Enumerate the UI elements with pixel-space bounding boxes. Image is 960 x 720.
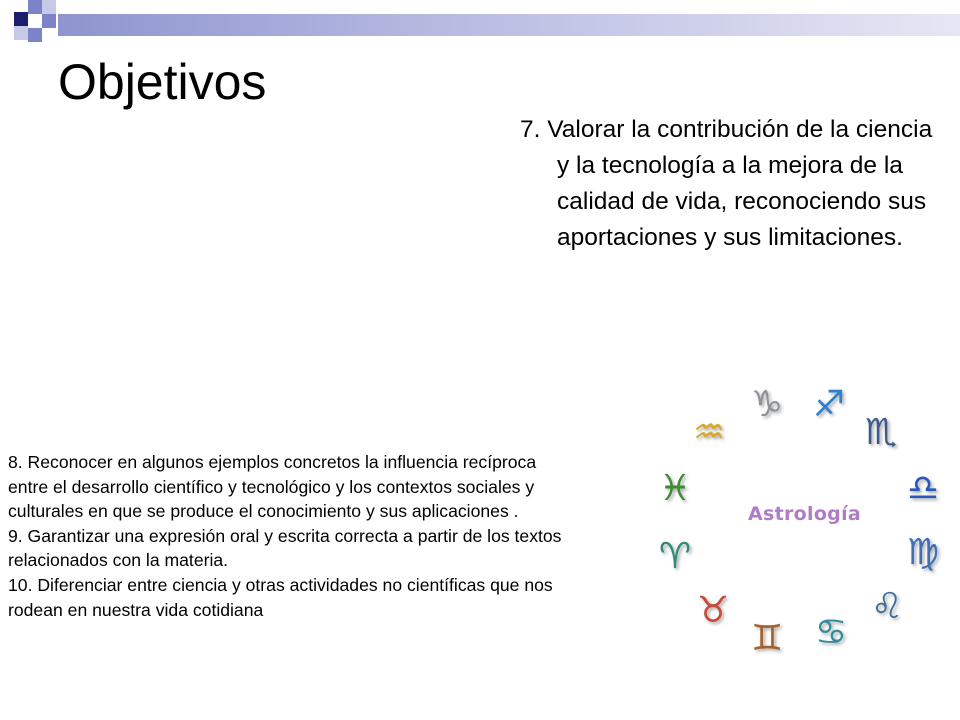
objective-8: 8. Reconocer en algunos ejemplos concretos la influencia recíproca entre el desarrollo científico y tecnológico y los contextos sociales y culturales en que se produce el conocimiento y sus aplicaciones . (8, 452, 537, 522)
gemini-icon: ♊ (750, 618, 784, 659)
header-gradient-bar (58, 14, 960, 36)
decor-square-navy (14, 12, 28, 26)
objective-9: 9. Garantizar una expresión oral y escrita correcta a partir de los textos relacionados con la materia. (8, 525, 562, 571)
decor-square-blue (28, 0, 42, 14)
scorpio-icon: ♏ (864, 412, 898, 453)
objectives-list (8, 450, 578, 622)
leo-icon: ♌ (870, 586, 904, 627)
astrology-label: Astrología (748, 503, 862, 525)
capricorn-icon: ♑ (750, 384, 784, 425)
astrology-image (608, 370, 960, 700)
objective-10: 10. Diferenciar entre ciencia y otras actividades no científicas que nos rodean en nuestra vida cotidiana (8, 574, 553, 620)
virgo-icon: ♍ (906, 532, 940, 573)
aquarius-icon: ♒ (692, 412, 726, 453)
taurus-icon: ♉ (696, 590, 730, 631)
slide-title: Objetivos (58, 54, 267, 110)
objective-7: 7. Valorar la contribución de la ciencia y la tecnología a la mejora de la calidad de vida, reconociendo sus aportaciones y sus limitaciones. (520, 116, 933, 251)
cancer-icon: ♋ (814, 612, 848, 653)
libra-icon: ♎ (906, 468, 940, 509)
decor-square-light (42, 0, 56, 14)
pisces-icon: ♓ (658, 468, 692, 509)
decor-square-blue (28, 28, 42, 42)
sagittarius-icon: ♐ (812, 384, 846, 425)
decor-square-blue (42, 14, 56, 28)
decor-square-light (14, 26, 28, 40)
aries-icon: ♈ (658, 536, 692, 577)
